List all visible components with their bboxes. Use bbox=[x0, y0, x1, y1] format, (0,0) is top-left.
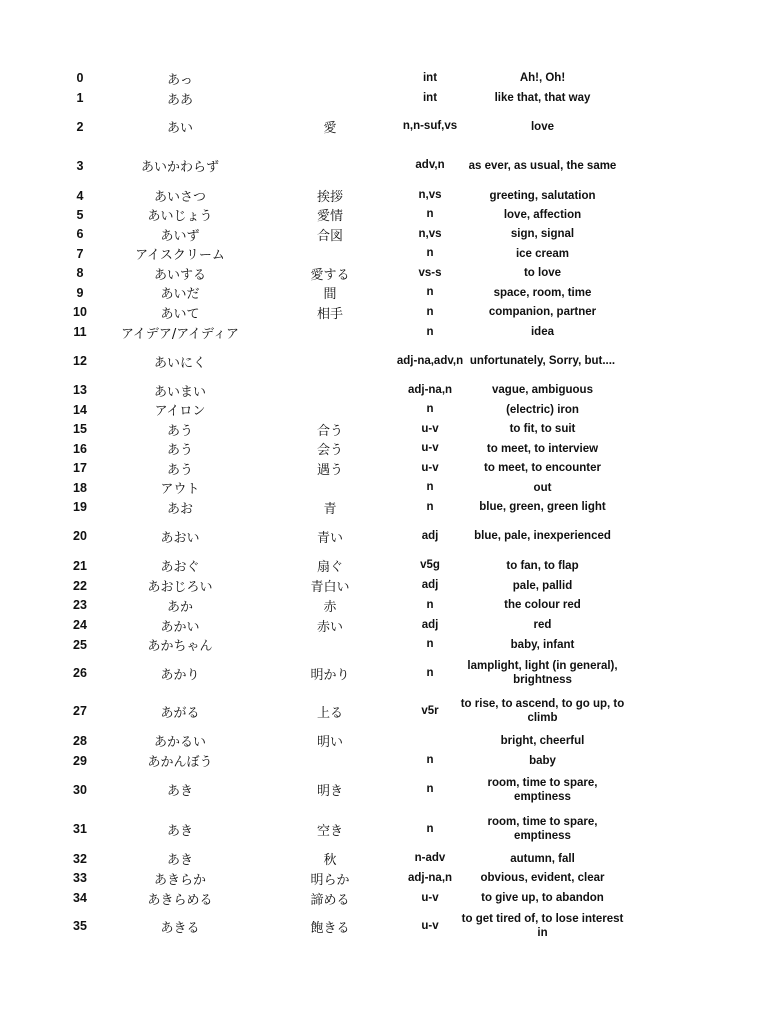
english-meaning: blue, green, green light bbox=[479, 501, 606, 513]
reading-kana: あかんぼう bbox=[147, 755, 213, 770]
entry-number: 27 bbox=[73, 704, 87, 718]
reading-kana: あお bbox=[166, 501, 193, 517]
entry-number: 19 bbox=[73, 500, 87, 514]
entry-number: 25 bbox=[73, 637, 87, 652]
vocab-row bbox=[0, 654, 768, 692]
vocab-row bbox=[0, 205, 768, 224]
reading-kana: アイロン bbox=[154, 404, 206, 419]
reading-kana: あかるい bbox=[153, 735, 206, 750]
part-of-speech: n bbox=[426, 822, 434, 835]
part-of-speech: n bbox=[426, 638, 434, 650]
entry-number: 23 bbox=[73, 598, 87, 612]
part-of-speech: v5r bbox=[421, 704, 439, 717]
english-meaning: like that, that way bbox=[494, 92, 591, 104]
kanji-form: 合う bbox=[316, 423, 343, 439]
english-meaning: to love bbox=[523, 267, 562, 279]
kanji-form: 秋 bbox=[323, 853, 337, 868]
part-of-speech: n bbox=[426, 325, 434, 338]
entry-number: 33 bbox=[73, 871, 87, 885]
part-of-speech: u-v bbox=[421, 442, 439, 454]
reading-kana: あか bbox=[166, 599, 193, 615]
entry-number: 18 bbox=[73, 480, 87, 495]
reading-kana: あう bbox=[166, 423, 193, 439]
entry-number: 0 bbox=[76, 71, 84, 85]
kanji-form: 明き bbox=[316, 784, 343, 799]
entry-number: 1 bbox=[76, 91, 84, 105]
kanji-form bbox=[270, 342, 390, 380]
part-of-speech: adj-na,n bbox=[407, 383, 453, 396]
english-meaning: love bbox=[530, 120, 554, 133]
english-meaning: idea bbox=[530, 326, 554, 338]
entry-number: 28 bbox=[73, 733, 87, 748]
entry-number: 2 bbox=[76, 119, 84, 134]
kanji-form: 愛 bbox=[323, 121, 337, 136]
english-meaning: vague, ambiguous bbox=[492, 384, 593, 396]
vocab-row bbox=[0, 497, 768, 517]
reading-kana: あがる bbox=[160, 705, 200, 721]
entry-number: 31 bbox=[73, 822, 87, 836]
kanji-form: 遇う bbox=[316, 462, 343, 478]
reading-kana: アイデア/アイディア bbox=[120, 326, 239, 342]
entry-number: 8 bbox=[76, 266, 84, 280]
vocab-row bbox=[0, 615, 768, 635]
vocab-row bbox=[0, 400, 768, 419]
part-of-speech: n,n-suf,vs bbox=[402, 120, 458, 132]
kanji-form: 相手 bbox=[316, 306, 343, 322]
part-of-speech: u-v bbox=[421, 461, 439, 474]
kanji-form: 飽きる bbox=[310, 920, 350, 936]
part-of-speech: n bbox=[426, 286, 434, 298]
kanji-form bbox=[270, 88, 390, 108]
vocab-row bbox=[0, 555, 768, 576]
kanji-form bbox=[270, 380, 390, 400]
english-meaning: red bbox=[533, 619, 552, 631]
part-of-speech: n bbox=[426, 208, 434, 220]
part-of-speech: n bbox=[426, 500, 434, 513]
vocab-row bbox=[0, 322, 768, 342]
entry-number: 21 bbox=[73, 558, 87, 573]
part-of-speech: adj bbox=[421, 529, 439, 542]
vocab-row bbox=[0, 186, 768, 205]
english-meaning: sign, signal bbox=[510, 228, 575, 240]
reading-kana: あおじろい bbox=[147, 580, 213, 595]
english-meaning: ice cream bbox=[515, 247, 570, 260]
part-of-speech: adj-na,n bbox=[407, 871, 453, 884]
part-of-speech: u-v bbox=[421, 422, 439, 435]
reading-kana: あいかわらず bbox=[140, 160, 219, 175]
vocab-row bbox=[0, 439, 768, 458]
english-meaning: unfortunately, Sorry, but.... bbox=[469, 355, 616, 367]
part-of-speech: n,vs bbox=[418, 227, 442, 240]
reading-kana: あきらめる bbox=[147, 892, 213, 908]
entry-number: 13 bbox=[73, 383, 87, 397]
vocab-row bbox=[0, 342, 768, 380]
vocab-row bbox=[0, 302, 768, 322]
vocab-row bbox=[0, 419, 768, 439]
english-meaning: to fan, to flap bbox=[506, 559, 579, 572]
entry-number: 22 bbox=[73, 578, 87, 593]
entry-number: 9 bbox=[76, 285, 84, 300]
reading-kana: あいだ bbox=[160, 287, 200, 302]
entry-number: 7 bbox=[76, 246, 84, 261]
kanji-form bbox=[270, 635, 390, 654]
vocab-row bbox=[0, 751, 768, 770]
part-of-speech: int bbox=[422, 91, 438, 104]
vocab-row bbox=[0, 770, 768, 809]
kanji-form bbox=[270, 478, 390, 497]
entry-number: 10 bbox=[73, 305, 87, 319]
entry-number: 32 bbox=[73, 851, 87, 866]
kanji-form: 青 bbox=[323, 501, 337, 517]
english-meaning: companion, partner bbox=[488, 306, 597, 318]
kanji-form: 赤 bbox=[323, 599, 337, 615]
reading-kana: あう bbox=[166, 462, 193, 478]
entry-number: 30 bbox=[73, 782, 87, 797]
part-of-speech: adj bbox=[421, 618, 439, 631]
english-meaning: to fit, to suit bbox=[509, 423, 576, 435]
vocab-row bbox=[0, 68, 768, 88]
reading-kana: アウト bbox=[160, 482, 200, 497]
reading-kana: あき bbox=[166, 853, 193, 868]
part-of-speech: v5g bbox=[420, 559, 440, 571]
vocab-row bbox=[0, 380, 768, 400]
reading-kana: あかい bbox=[160, 619, 200, 635]
kanji-form: 青白い bbox=[310, 580, 350, 595]
entry-number: 4 bbox=[76, 188, 84, 203]
kanji-form: 明い bbox=[316, 735, 343, 750]
part-of-speech: vs-s bbox=[418, 266, 442, 279]
part-of-speech: n-adv bbox=[414, 852, 446, 864]
reading-kana: あき bbox=[166, 784, 193, 799]
part-of-speech: u-v bbox=[421, 919, 439, 932]
reading-kana: あかり bbox=[160, 667, 200, 683]
kanji-form: 明かり bbox=[310, 667, 350, 683]
part-of-speech: adj bbox=[421, 579, 439, 591]
vocab-row bbox=[0, 108, 768, 145]
vocab-row bbox=[0, 595, 768, 615]
kanji-form: 赤い bbox=[316, 619, 343, 635]
entry-number: 24 bbox=[73, 618, 87, 632]
english-meaning: room, time to spare, emptiness bbox=[487, 776, 598, 803]
vocab-row bbox=[0, 868, 768, 888]
part-of-speech: u-v bbox=[421, 891, 439, 904]
english-meaning: to meet, to interview bbox=[486, 442, 599, 455]
vocab-row bbox=[0, 809, 768, 849]
vocab-row bbox=[0, 244, 768, 263]
english-meaning: out bbox=[533, 481, 552, 494]
vocab-row bbox=[0, 908, 768, 944]
kanji-form bbox=[270, 322, 390, 342]
part-of-speech: n bbox=[426, 598, 434, 611]
entry-number: 29 bbox=[73, 753, 87, 768]
kanji-form: 愛情 bbox=[316, 209, 343, 224]
vocab-row bbox=[0, 263, 768, 283]
english-meaning: to rise, to ascend, to go up, to climb bbox=[460, 698, 625, 724]
english-meaning: to get tired of, to lose interest in bbox=[461, 913, 624, 939]
vocab-row bbox=[0, 88, 768, 108]
entry-number: 34 bbox=[73, 891, 87, 905]
english-meaning: lamplight, light (in general), brightness bbox=[467, 660, 618, 686]
reading-kana: あき bbox=[166, 823, 193, 839]
reading-kana: あう bbox=[166, 443, 193, 458]
part-of-speech: n bbox=[426, 247, 434, 259]
vocab-row bbox=[0, 576, 768, 595]
vocab-row bbox=[0, 283, 768, 302]
english-meaning: the colour red bbox=[504, 599, 581, 611]
kanji-form: 扇ぐ bbox=[316, 560, 343, 575]
vocab-row bbox=[0, 517, 768, 555]
entry-number: 3 bbox=[76, 158, 84, 173]
kanji-form bbox=[270, 68, 390, 88]
reading-kana: あきる bbox=[160, 920, 200, 936]
part-of-speech: n bbox=[426, 783, 434, 795]
reading-kana: あい bbox=[166, 121, 193, 136]
entry-number: 14 bbox=[73, 402, 87, 417]
reading-kana: あいず bbox=[160, 228, 200, 244]
reading-kana: ああ bbox=[166, 92, 193, 108]
english-meaning: pale, pallid bbox=[512, 579, 573, 592]
kanji-form: 挨拶 bbox=[316, 190, 343, 205]
reading-kana: あおぐ bbox=[160, 560, 200, 575]
english-meaning: blue, pale, inexperienced bbox=[474, 530, 611, 542]
english-meaning: love, affection bbox=[503, 208, 582, 221]
entry-number: 16 bbox=[73, 441, 87, 456]
vocab-row bbox=[0, 692, 768, 730]
vocab-row bbox=[0, 888, 768, 908]
entry-number: 15 bbox=[73, 422, 87, 436]
reading-kana: あかちゃん bbox=[147, 639, 213, 654]
english-meaning: greeting, salutation bbox=[489, 189, 596, 202]
entry-number: 35 bbox=[73, 919, 87, 933]
entry-number: 17 bbox=[73, 461, 87, 475]
english-meaning: as ever, as usual, the same bbox=[468, 159, 617, 172]
reading-kana: あいにく bbox=[153, 355, 206, 371]
entry-number: 11 bbox=[73, 325, 87, 339]
vocab-row bbox=[0, 478, 768, 497]
english-meaning: baby bbox=[529, 754, 556, 767]
kanji-form bbox=[270, 244, 390, 263]
reading-kana: あいさつ bbox=[153, 190, 206, 205]
kanji-form: 明らか bbox=[310, 872, 350, 888]
english-meaning: room, time to spare, emptiness bbox=[487, 816, 598, 842]
reading-kana: あいする bbox=[153, 267, 206, 283]
vocabulary-sheet bbox=[0, 68, 768, 944]
reading-kana: あいまい bbox=[153, 384, 206, 400]
english-meaning: Ah!, Oh! bbox=[519, 72, 566, 84]
english-meaning: baby, infant bbox=[510, 638, 575, 651]
part-of-speech: n bbox=[426, 305, 434, 318]
part-of-speech: adj-na,adv,n bbox=[396, 354, 464, 367]
entry-number: 26 bbox=[73, 666, 87, 680]
english-meaning: autumn, fall bbox=[510, 852, 575, 865]
kanji-form: 青い bbox=[316, 530, 343, 546]
vocab-row bbox=[0, 224, 768, 244]
vocab-row bbox=[0, 458, 768, 478]
vocab-row bbox=[0, 635, 768, 654]
reading-kana: あきらか bbox=[153, 872, 206, 888]
reading-kana: あいて bbox=[160, 306, 200, 322]
kanji-form: 会う bbox=[316, 443, 343, 458]
kanji-form: 合図 bbox=[316, 228, 343, 244]
vocab-row bbox=[0, 849, 768, 868]
part-of-speech: adv,n bbox=[415, 159, 445, 171]
english-meaning: (electric) iron bbox=[506, 403, 579, 416]
part-of-speech: int bbox=[422, 71, 438, 84]
part-of-speech: n bbox=[426, 403, 434, 415]
entry-number: 12 bbox=[73, 354, 87, 368]
english-meaning: to give up, to abandon bbox=[481, 892, 604, 904]
kanji-form: 上る bbox=[316, 705, 343, 721]
english-meaning: obvious, evident, clear bbox=[480, 872, 605, 884]
reading-kana: あいじょう bbox=[147, 209, 213, 224]
part-of-speech: n bbox=[426, 754, 434, 766]
reading-kana: アイスクリーム bbox=[135, 248, 225, 263]
kanji-form bbox=[270, 400, 390, 419]
kanji-form: 空き bbox=[316, 823, 343, 839]
part-of-speech: n bbox=[426, 481, 434, 493]
part-of-speech: n bbox=[426, 666, 434, 679]
part-of-speech: n,vs bbox=[418, 189, 442, 201]
vocab-row bbox=[0, 145, 768, 186]
kanji-form: 諦める bbox=[310, 892, 350, 908]
english-meaning: to meet, to encounter bbox=[484, 462, 601, 474]
entry-number: 6 bbox=[76, 227, 84, 241]
vocab-row bbox=[0, 730, 768, 751]
english-meaning: bright, cheerful bbox=[500, 734, 585, 747]
entry-number: 20 bbox=[73, 529, 87, 543]
kanji-form: 愛する bbox=[310, 267, 350, 283]
kanji-form: 間 bbox=[323, 287, 337, 302]
reading-kana: あっ bbox=[167, 72, 193, 88]
english-meaning: space, room, time bbox=[493, 286, 592, 299]
reading-kana: あおい bbox=[160, 530, 200, 546]
kanji-form bbox=[270, 145, 390, 186]
entry-number: 5 bbox=[76, 207, 84, 222]
kanji-form bbox=[270, 751, 390, 770]
